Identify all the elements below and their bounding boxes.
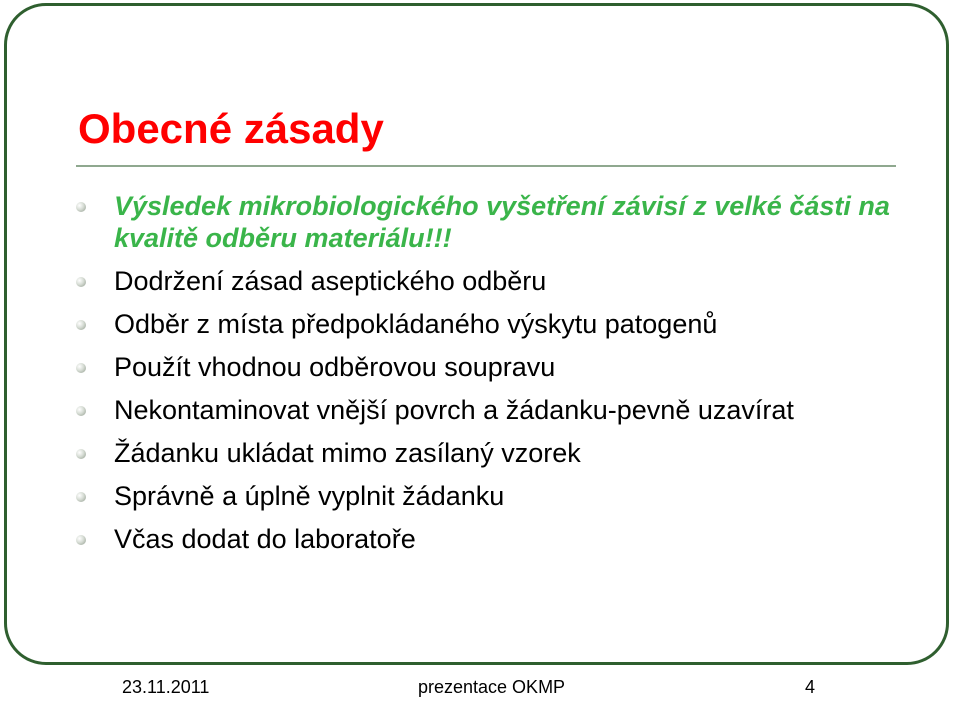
bullet-text: Nekontaminovat vnější povrch a žádanku-pevně uzavírat [114, 395, 794, 425]
bullet-dot-icon [76, 320, 86, 330]
bullet-item [76, 437, 926, 470]
bullet-item [76, 190, 926, 254]
footer-page-number: 4 [805, 677, 816, 697]
bullet-item [76, 523, 926, 556]
bullet-dot-icon [76, 363, 86, 373]
bullet-dot-icon [76, 406, 86, 416]
bullet-item [76, 308, 926, 341]
bullet-item [76, 480, 926, 513]
bullet-text: Správně a úplně vyplnit žádanku [114, 481, 505, 511]
bullet-text: Včas dodat do laboratoře [114, 524, 416, 554]
bullet-text: Použít vhodnou odběrovou soupravu [114, 352, 556, 382]
bullet-item [76, 265, 926, 298]
bullet-text: Výsledek mikrobiologického vyšetření závisí z velké části na kvalitě odběru materiálu!!! [114, 191, 890, 253]
footer-presentation-title: prezentace OKMP [418, 677, 566, 697]
bullet-dot-icon [76, 535, 86, 545]
bullet-dot-icon [76, 449, 86, 459]
bullet-list [76, 190, 926, 566]
bullet-item [76, 351, 926, 384]
bullet-text: Odběr z místa předpokládaného výskytu patogenů [114, 309, 718, 339]
bullet-text: Dodržení zásad aseptického odběru [114, 266, 547, 296]
bullet-item [76, 394, 926, 427]
slide-title: Obecné zásady [78, 105, 384, 152]
bullet-text: Žádanku ukládat mimo zasílaný vzorek [114, 438, 581, 468]
title-divider [76, 165, 896, 167]
bullet-dot-icon [76, 277, 86, 287]
bullet-dot-icon [76, 202, 86, 212]
bullet-dot-icon [76, 492, 86, 502]
footer-date: 23.11.2011 [122, 677, 210, 697]
